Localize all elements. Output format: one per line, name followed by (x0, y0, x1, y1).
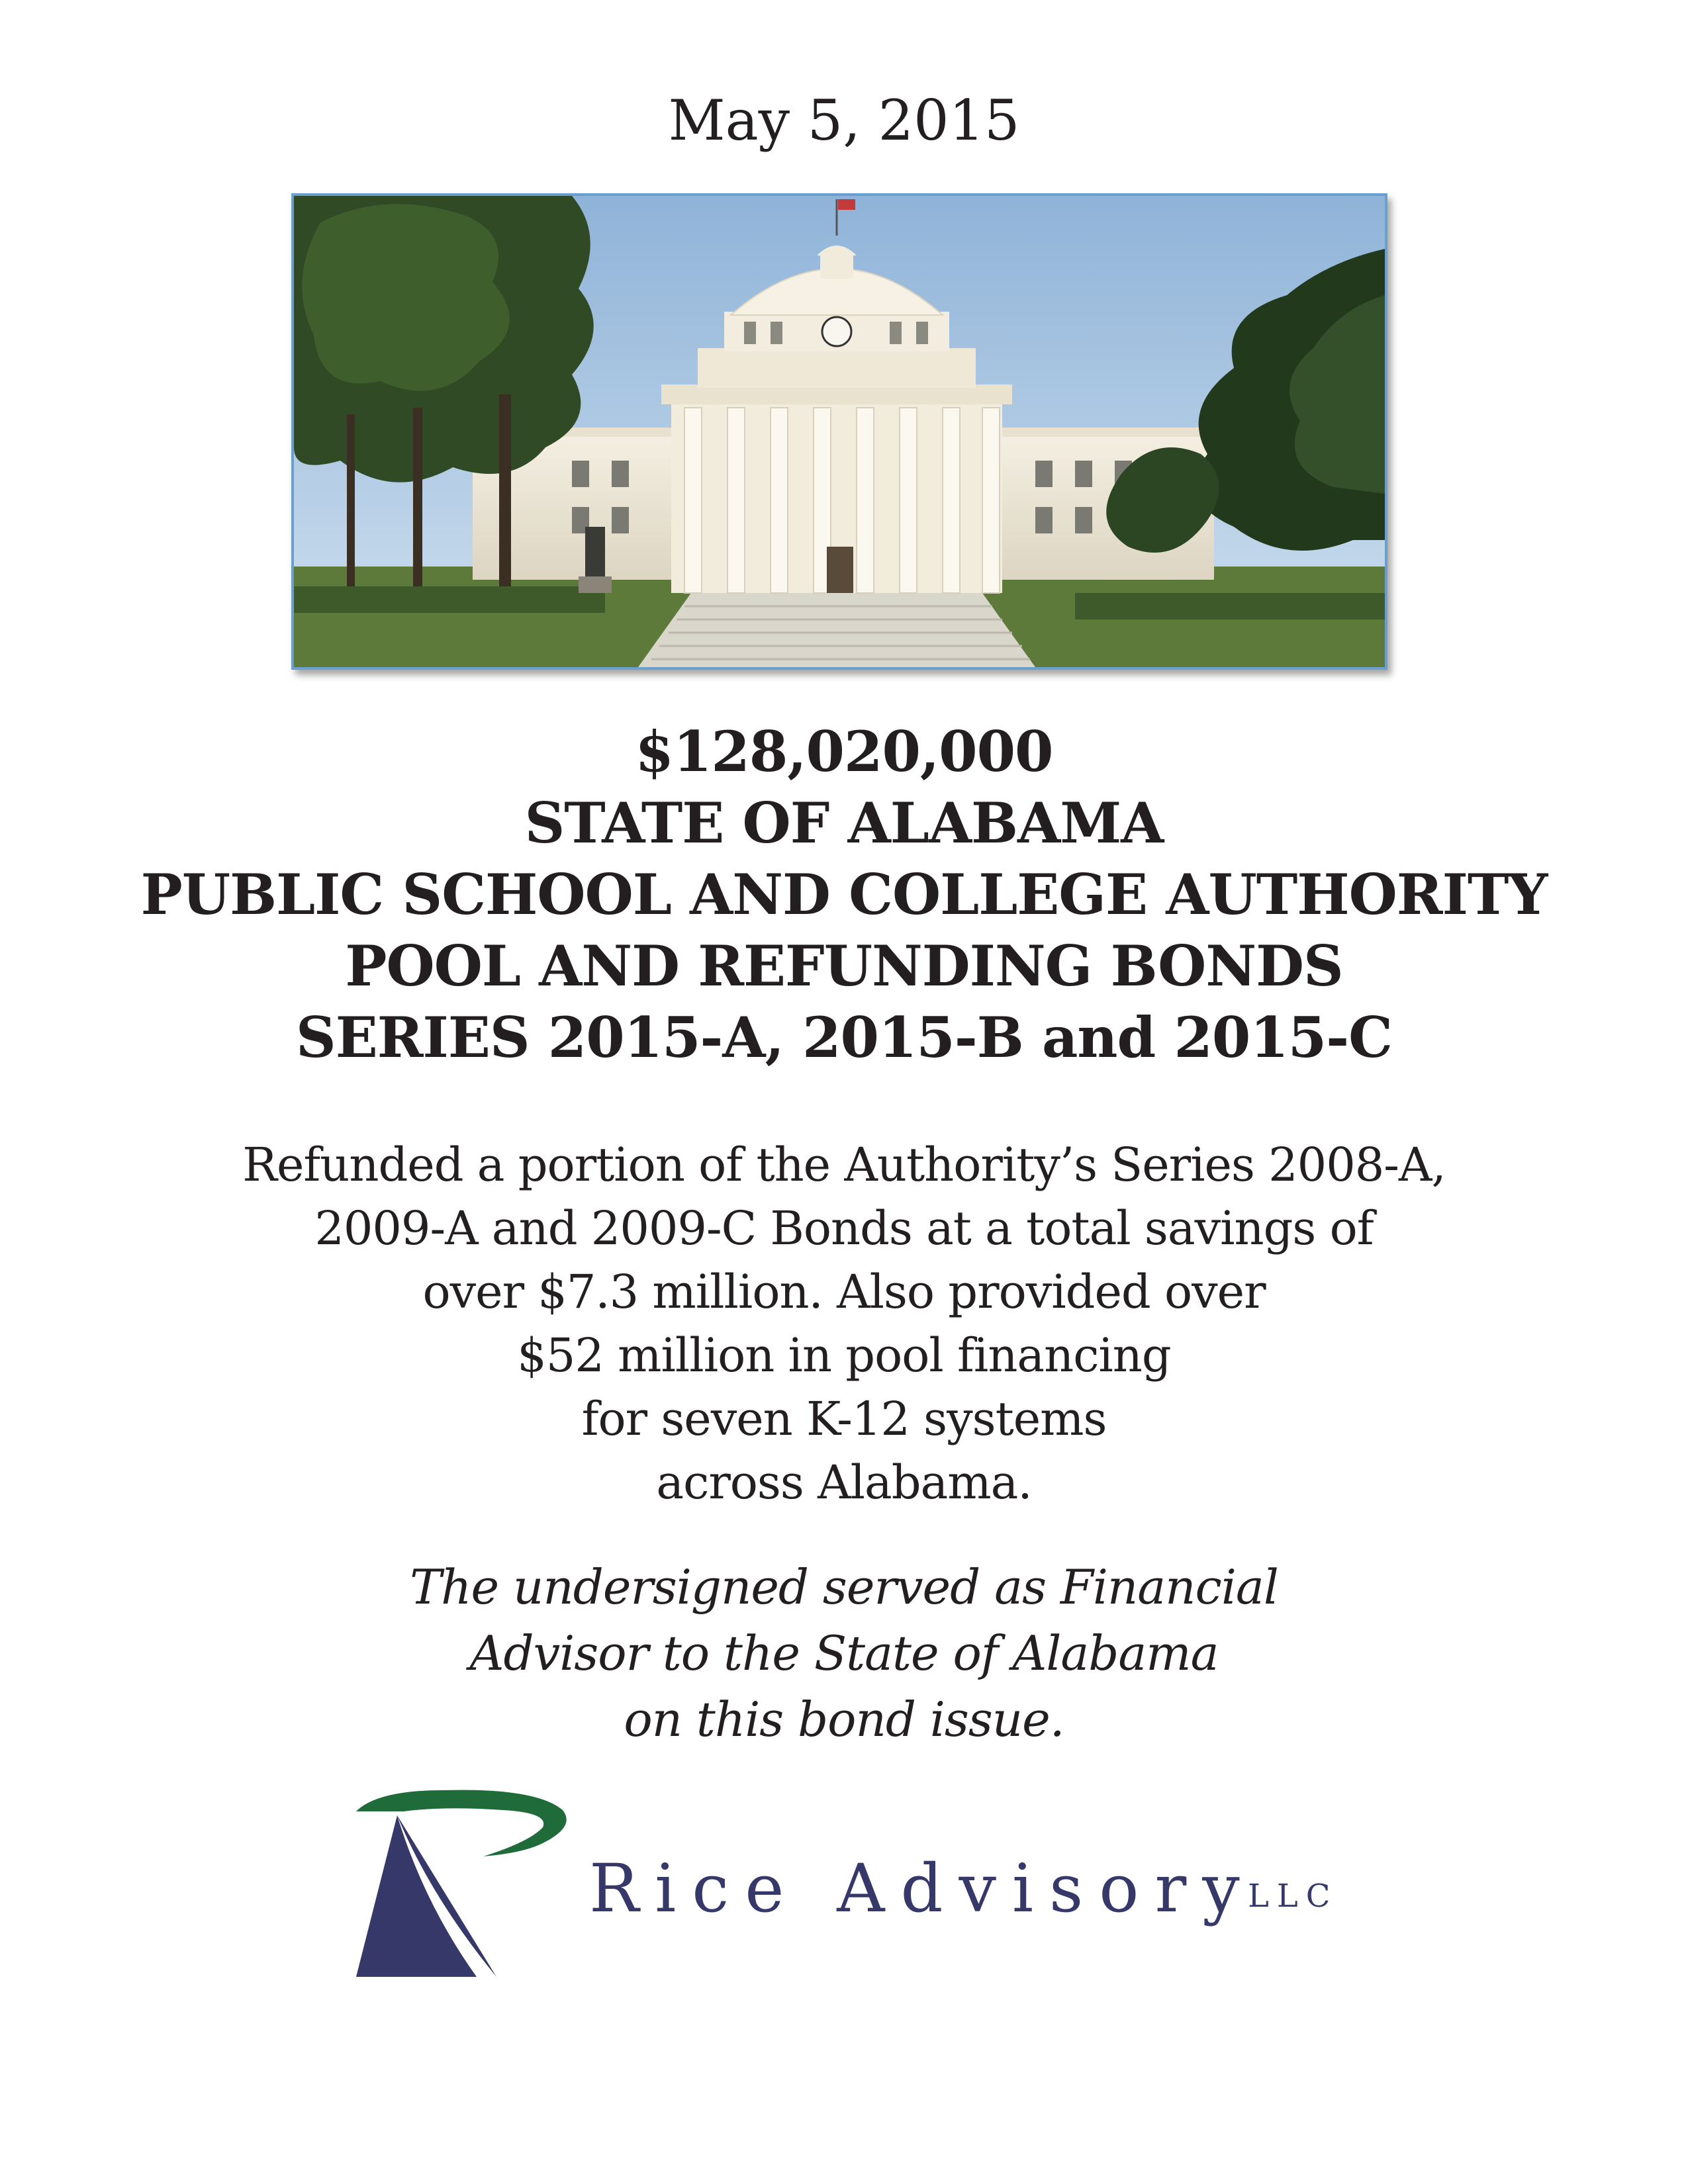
transaction-description (0, 1133, 1688, 1514)
description-line: over $7.3 million. Also provided over (422, 1265, 1266, 1319)
logo-mark-icon (351, 1764, 589, 1982)
bond-series: SERIES 2015-A, 2015-B and 2015-C (296, 1005, 1392, 1070)
date: May 5, 2015 (668, 88, 1020, 153)
issuer-authority: PUBLIC SCHOOL AND COLLEGE AUTHORITY (140, 862, 1548, 927)
advisor-statement (0, 1554, 1688, 1752)
logo-suffix: LLC (1248, 1878, 1338, 1915)
description-line: Refunded a portion of the Authority’s Series 2008-A, (242, 1138, 1446, 1192)
rice-advisory-logo (351, 1764, 1377, 1982)
bond-amount: $128,020,000 (635, 719, 1053, 784)
capitol-building-photo (291, 193, 1387, 670)
advisor-line: Advisor to the State of Alabama (469, 1625, 1219, 1681)
bond-headline (0, 716, 1688, 1073)
logo-name: Rice Advisory (589, 1850, 1256, 1927)
description-line: $52 million in pool financing (517, 1328, 1171, 1383)
advisor-line: The undersigned served as Financial (410, 1559, 1278, 1615)
bond-type: POOL AND REFUNDING BONDS (345, 933, 1343, 999)
advisor-line: on this bond issue. (624, 1692, 1064, 1747)
description-line: for seven K-12 systems (581, 1392, 1107, 1446)
description-line: 2009-A and 2009-C Bonds at a total savings of (314, 1201, 1374, 1255)
description-line: across Alabama. (656, 1455, 1032, 1510)
issuer-state: STATE OF ALABAMA (524, 790, 1164, 856)
